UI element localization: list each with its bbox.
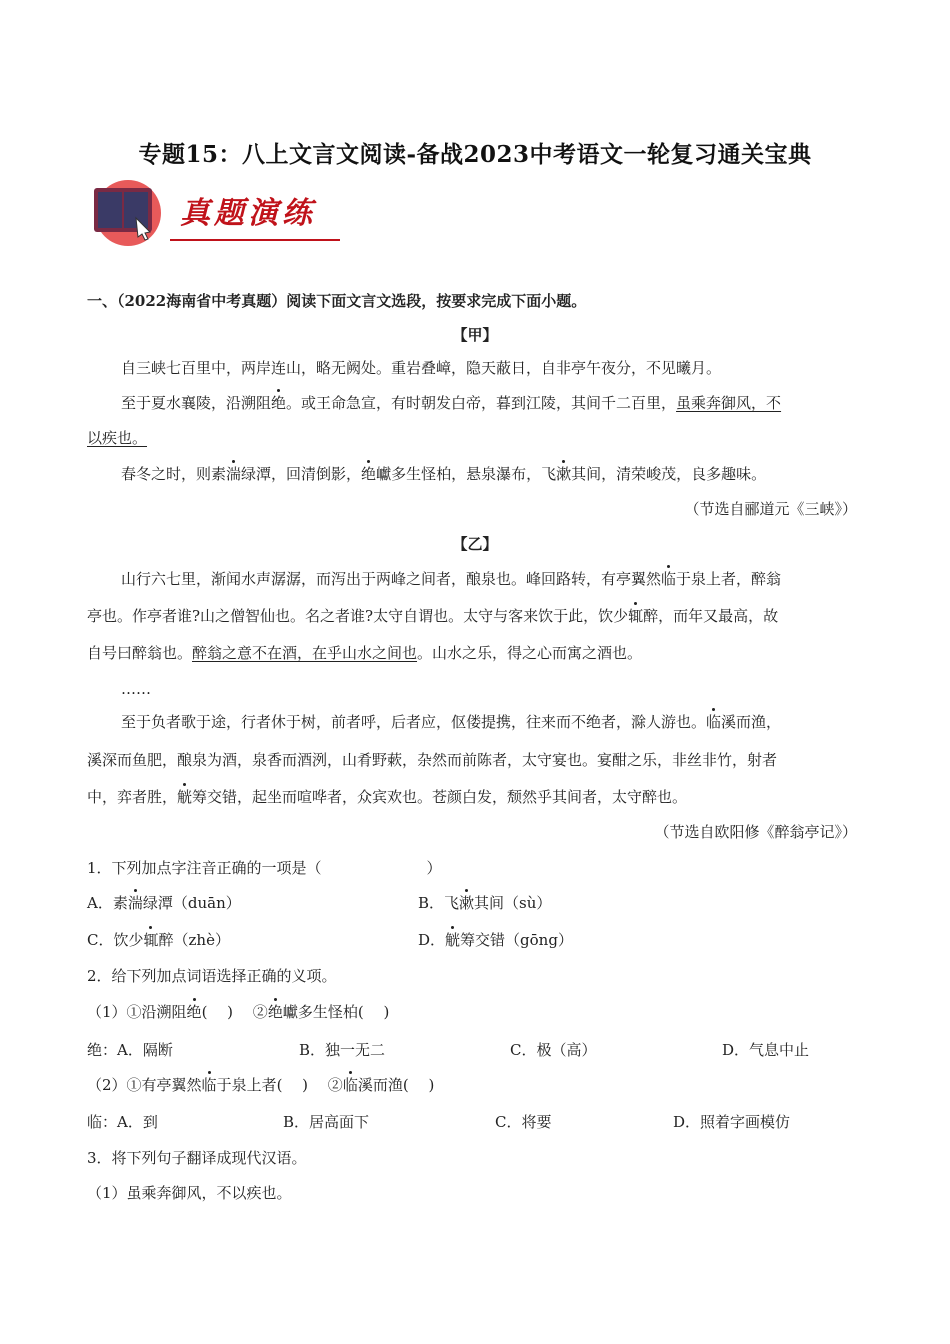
jue-option-c: C．极（高） [510, 1041, 597, 1059]
question-3-sub-1: （1）虽乘奔御风，不以疾也。 [87, 1184, 292, 1202]
question-1-option-a: A．素湍绿潭（duān） [87, 894, 241, 912]
yi-paragraph-1: 山行六七里，渐闻水声潺潺，而泻出于两峰之间者，酿泉也。峰回路转，有亭翼然临于泉上者，醉翁 [121, 570, 782, 588]
banner-divider [170, 239, 340, 241]
jia-paragraph-2-cont: 以疾也。 [87, 429, 148, 447]
jue-option-d: D．气息中止 [722, 1041, 810, 1059]
yi-paragraph-1-line-3: 自号曰醉翁也。醉翁之意不在酒，在乎山水之间也。山水之乐，得之心而寓之酒也。 [87, 644, 643, 662]
yi-paragraph-2-line-2: 溪深而鱼肥，酿泉为酒，泉香而酒洌，山肴野蔌，杂然而前陈者，太守宴也。宴酣之乐，非丝非竹，射者 [87, 751, 778, 769]
underlined-sentence: 虽乘奔御风，不 [676, 394, 782, 412]
question-2-sub-2: （2）①有亭翼然临于泉上者( ) ②临溪而渔( ) [87, 1076, 435, 1094]
jia-source: （节选自郦道元《三峡》） [684, 500, 857, 518]
page-title: 专题15：八上文言文阅读-备战2023中考语文一轮复习通关宝典 [138, 141, 812, 168]
question-3-stem: 3．将下列句子翻译成现代汉语。 [87, 1149, 307, 1167]
yi-paragraph-1-line-2: 亭也。作亭者谁?山之僧智仙也。名之者谁?太守自谓也。太守与客来饮于此，饮少辄醉，而年又最高，故 [87, 607, 779, 625]
jue-option-b: B．独一无二 [299, 1041, 386, 1059]
question-1-option-b: B．飞漱其间（sù） [418, 894, 552, 912]
lin-option-c: C．将要 [495, 1113, 552, 1131]
lin-option-b: B．居高面下 [283, 1113, 370, 1131]
question-2-stem: 2．给下列加点词语选择正确的义项。 [87, 967, 337, 985]
question-1-option-d: D．觥筹交错（gōng） [418, 931, 573, 949]
question-2-sub-1: （1）①沿溯阻绝( ) ②绝巘多生怪柏( ) [87, 1003, 390, 1021]
jia-label: 【甲】 [452, 326, 498, 344]
yi-source: （节选自欧阳修《醉翁亭记》） [654, 823, 857, 841]
yi-label: 【乙】 [452, 535, 498, 553]
question-1-option-c: C．饮少辄醉（zhè） [87, 931, 230, 949]
lin-option-d: D．照着字画模仿 [673, 1113, 791, 1131]
banner-label: 真题演练 [180, 196, 316, 231]
section-heading: 一、（2022海南省中考真题）阅读下面文言文选段，按要求完成下面小题。 [87, 292, 587, 310]
question-1-stem: 1．下列加点字注音正确的一项是（ ） [87, 859, 442, 877]
jia-paragraph-3: 春冬之时，则素湍绿潭，回清倒影，绝巘多生怪柏，悬泉瀑布，飞漱其间，清荣峻茂，良多趣味。 [121, 465, 767, 483]
jia-paragraph-1: 自三峡七百里中，两岸连山，略无阙处。重岩叠嶂，隐天蔽日，自非亭午夜分，不见曦月。 [121, 359, 722, 377]
yi-ellipsis: …… [121, 680, 151, 698]
underlined-sentence: 醉翁之意不在酒，在乎山水之间也 [192, 644, 418, 662]
jue-option-a: 绝：A．隔断 [87, 1041, 173, 1059]
yi-paragraph-2: 至于负者歌于途，行者休于树，前者呼，后者应，伛偻提携，往来而不绝者，滁人游也。临溪而渔， [121, 713, 782, 731]
jia-paragraph-2: 至于夏水襄陵，沿溯阻绝。或王命急宣，有时朝发白帝，暮到江陵，其间千二百里，虽乘奔御风，不 [121, 394, 782, 412]
yi-paragraph-2-line-3: 中，弈者胜，觥筹交错，起坐而喧哗者，众宾欢也。苍颜白发，颓然乎其间者，太守醉也。 [87, 788, 688, 806]
lin-option-a: 临：A．到 [87, 1113, 158, 1131]
